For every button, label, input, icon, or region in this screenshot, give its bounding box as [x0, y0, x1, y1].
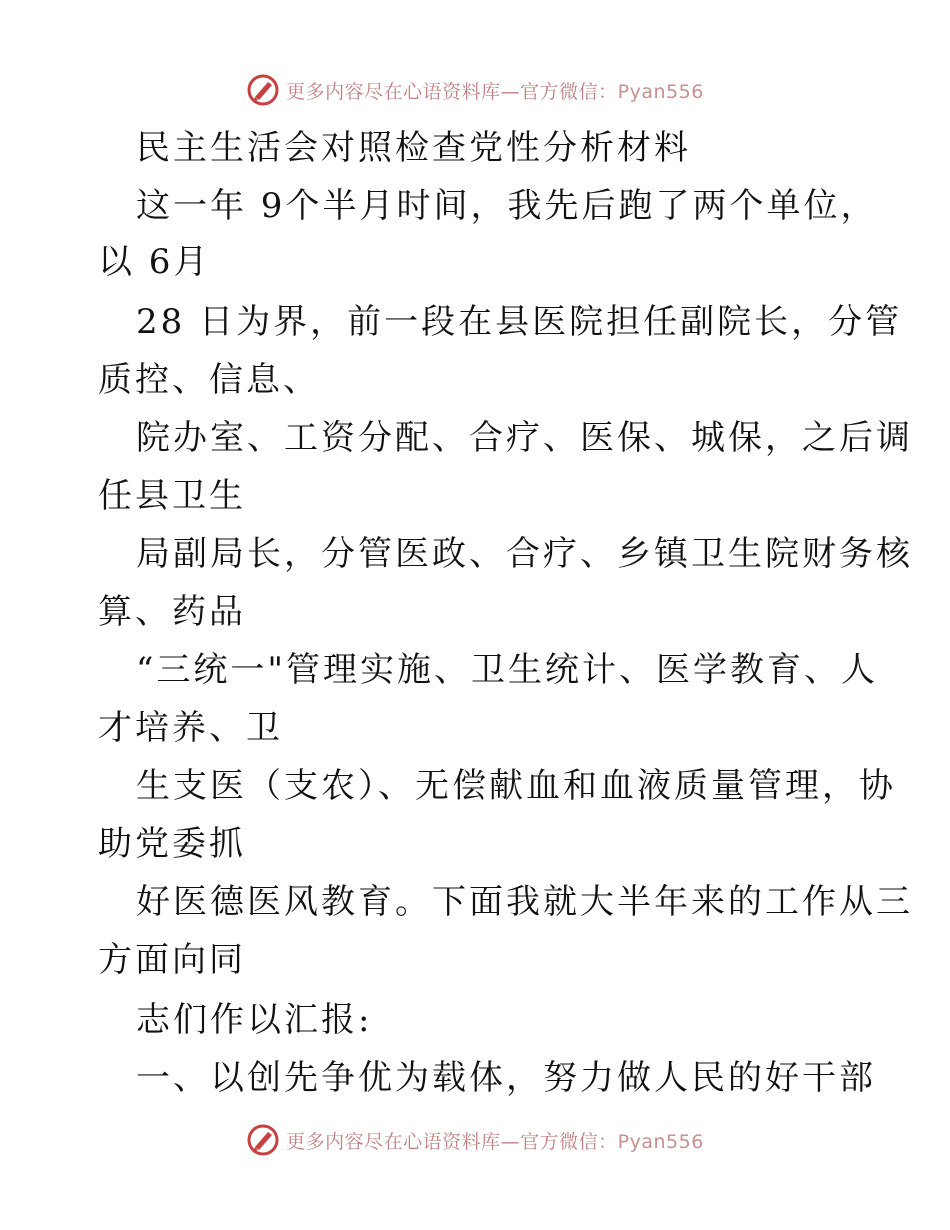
- document-title: 民主生活会对照检查党性分析材料: [136, 128, 691, 168]
- text-line: 算、药品: [98, 592, 246, 632]
- text-line: 28 日为界，前一段在县医院担任副院长，分管: [136, 302, 903, 342]
- text-line: 以 6月: [98, 242, 211, 282]
- text-line: 好医德医风教育。下面我就大半年来的工作从三: [136, 882, 913, 922]
- text-line: 局副局长，分管医政、合疗、乡镇卫生院财务核: [136, 534, 913, 574]
- watermark-text: 更多内容尽在心语资料库—官方微信：Pyan556: [286, 80, 704, 103]
- text-line: “三统一"管理实施、卫生统计、医学教育、人: [136, 650, 879, 690]
- watermark-text: 更多内容尽在心语资料库—官方微信：Pyan556: [286, 1130, 704, 1153]
- text-line: 生支医（支农）、无偿献血和血液质量管理，协: [136, 766, 896, 806]
- text-line: 志们作以汇报:: [136, 1000, 373, 1040]
- pen-seal-icon: [246, 1123, 280, 1157]
- text-line: 这一年 9个半月时间，我先后跑了两个单位，: [136, 186, 878, 226]
- footer-watermark: [0, 1120, 950, 1160]
- text-line: 助党委抓: [98, 824, 246, 864]
- text-line: 质控、信息、: [98, 360, 320, 400]
- text-line: 才培养、卫: [98, 708, 283, 748]
- text-line: 院办室、工资分配、合疗、医保、城保，之后调: [136, 418, 913, 458]
- text-line: 一、以创先争优为载体，努力做人民的好干部: [136, 1058, 876, 1098]
- text-line: 方面向同: [98, 940, 246, 980]
- text-line: 任县卫生: [98, 476, 246, 516]
